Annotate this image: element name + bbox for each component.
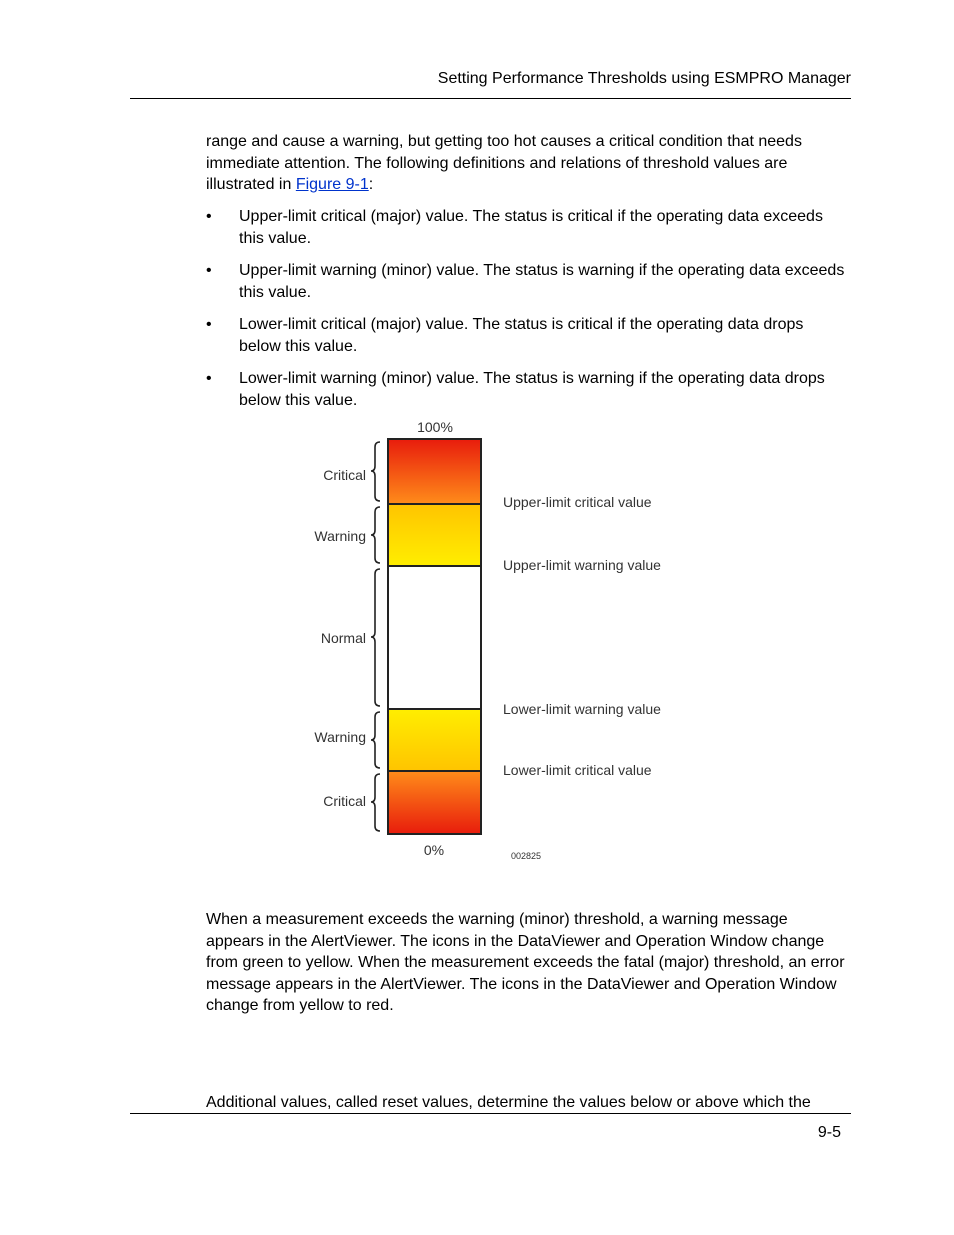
list-item xyxy=(206,206,846,249)
zone-critical-top xyxy=(388,439,481,504)
zone-label-warning-top: Warning xyxy=(314,528,366,544)
bottom-percent-label: 0% xyxy=(423,842,445,858)
list-item xyxy=(206,314,846,357)
zone-label-normal: Normal xyxy=(320,630,366,646)
brace-normal xyxy=(371,569,380,706)
bullet-icon: • xyxy=(206,262,212,279)
zone-label-warning-bottom: Warning xyxy=(314,729,366,745)
bullet-icon: • xyxy=(206,208,212,225)
reset-values-paragraph: Additional values, called reset values, determine the values below or above which the xyxy=(206,1094,811,1111)
list-item xyxy=(206,368,846,411)
boundary-label-upper-warning: Upper-limit warning value xyxy=(503,557,661,573)
brace-critical-bottom xyxy=(371,774,380,831)
threshold-diagram xyxy=(300,415,680,865)
list-item-text: Upper-limit critical (major) value. The status is critical if the operating data exceeds this value. xyxy=(239,208,823,247)
footer-rule xyxy=(130,1113,851,1114)
list-item-text: Lower-limit warning (minor) value. The status is warning if the operating data drops below this value. xyxy=(239,370,825,409)
zone-critical-bottom xyxy=(388,771,481,834)
intro-text: range and cause a warning, but getting too hot causes a critical condition that needs immediate attention. The following definitions and relations of threshold values are illustrated in xyxy=(206,133,802,193)
threshold-definitions-list xyxy=(206,206,846,422)
boundary-label-lower-critical: Lower-limit critical value xyxy=(503,762,652,778)
boundary-label-upper-critical: Upper-limit critical value xyxy=(503,494,652,510)
brace-warning-top xyxy=(371,507,380,563)
threshold-figure xyxy=(300,415,680,865)
top-percent-label: 100% xyxy=(417,419,453,435)
intro-paragraph xyxy=(206,131,846,196)
list-item-text: Lower-limit critical (major) value. The status is critical if the operating data drops below this value. xyxy=(239,316,804,355)
zone-label-critical-top: Critical xyxy=(323,467,366,483)
zone-label-critical-bottom: Critical xyxy=(323,793,366,809)
zone-warning-top xyxy=(388,504,481,566)
list-item-text: Upper-limit warning (minor) value. The status is warning if the operating data exceeds this value. xyxy=(239,262,845,301)
boundary-label-lower-warning: Lower-limit warning value xyxy=(503,701,661,717)
alert-paragraph: When a measurement exceeds the warning (minor) threshold, a warning message appears in the AlertViewer. The icons in the DataViewer and Operation Window change from green to yellow. When the measurement exceeds the fatal (major) threshold, an error message appears in the AlertViewer. The icons in the DataViewer and Operation Window change from yellow to red. xyxy=(206,911,845,1014)
brace-warning-bottom xyxy=(371,712,380,768)
zone-normal xyxy=(388,566,481,709)
bullet-icon: • xyxy=(206,316,212,333)
header-title: Setting Performance Thresholds using ESMPRO Manager xyxy=(437,70,851,87)
intro-text-end: : xyxy=(368,176,374,193)
figure-code: 002825 xyxy=(511,851,542,861)
brace-critical-top xyxy=(371,442,380,501)
page-number: 9-5 xyxy=(817,1124,841,1141)
running-header xyxy=(130,70,851,99)
zone-warning-bottom xyxy=(388,709,481,771)
list-item xyxy=(206,260,846,303)
figure-link[interactable]: Figure 9-1 xyxy=(295,176,369,193)
bullet-icon: • xyxy=(206,370,212,387)
